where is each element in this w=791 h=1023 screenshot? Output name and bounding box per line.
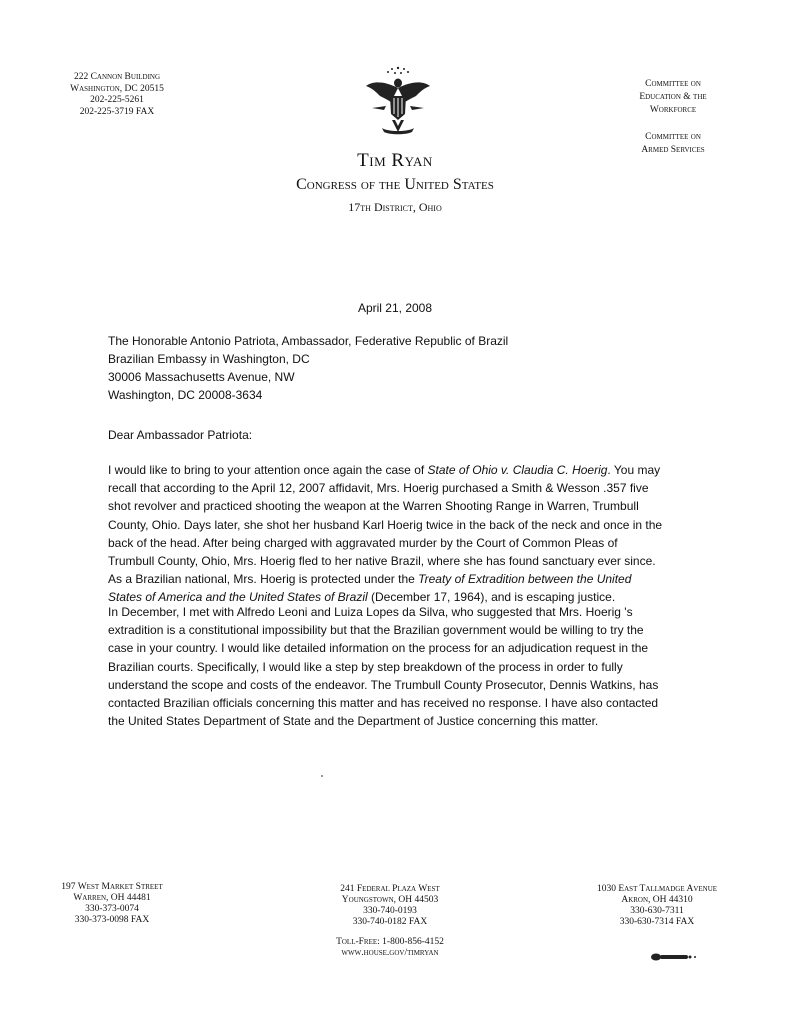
warren-office-address (42, 882, 182, 926)
p1-line: Trumbull County, Ohio, Mrs. Hoerig fled to her native Brazil, where she has found sanctuary ever since. (108, 554, 656, 569)
p2-line: In December, I met with Alfredo Leoni and Luiza Lopes da Silva, who suggested that Mrs. Hoerig 's (108, 605, 633, 619)
p1-text: (December 17, 1964), and is escaping justice. (367, 590, 616, 605)
p1-line: recall that according to the April 12, 2007 affidavit, Mrs. Hoerig purchased a Smith & Wesson .357 five (108, 481, 649, 496)
p1-line: shot revolver and practiced shooting the weapon at the Warren Shooting Range in Warren, Trumbull (108, 499, 639, 514)
p2-line: extradition is a constitutional impossibility but that the Brazilian government would be willing to try the (108, 623, 644, 638)
p2-line: Brazilian courts. Specifically, I would like a step by step breakdown of the process in order to fully (108, 659, 623, 674)
p1-line (108, 570, 690, 588)
warren-line2: Warren, OH 44481 (73, 893, 151, 903)
dc-address-line2: Washington, DC 20515 (70, 83, 164, 94)
recipient-line: 30006 Massachusetts Avenue, NW (108, 370, 295, 384)
akron-line2: Akron, OH 44310 (621, 895, 693, 905)
dc-office-address (62, 72, 172, 118)
p1-text: As a Brazilian national, Mrs. Hoerig is protected under the (108, 572, 419, 587)
dc-address-line1: 222 Cannon Building (73, 72, 161, 82)
letter-date: April 21, 2008 (357, 301, 433, 315)
p1-line: County, Ohio. Days later, she shot her husband Karl Hoerig twice in the back of the neck and once in the (108, 517, 663, 532)
committee1-line3: Workforce (649, 105, 697, 115)
salutation: Dear Ambassador Patriota: (108, 428, 253, 442)
akron-line1: 1030 East Tallmadge Avenue (596, 884, 718, 894)
dc-phone: 202-225-5261 (90, 95, 144, 105)
member-name: Tim Ryan (357, 150, 433, 171)
warren-phone: 330-373-0074 (85, 904, 139, 914)
contact-info (305, 937, 475, 959)
recipient-line: Brazilian Embassy in Washington, DC (108, 352, 310, 366)
warren-line1: 197 West Market Street (61, 882, 163, 892)
youngstown-office-address (305, 884, 475, 928)
recipient-line: Washington, DC 20008-3634 (108, 388, 263, 402)
scan-speck (321, 775, 323, 777)
district-label: 17th District, Ohio (348, 200, 442, 214)
case-name: State of Ohio v. Claudia C. Hoerig (427, 463, 608, 477)
paragraph-1 (108, 461, 690, 607)
youngstown-line2: Youngstown, OH 44503 (341, 895, 439, 905)
akron-office-address (572, 884, 742, 928)
akron-fax: 330-630-7314 FAX (619, 917, 695, 927)
youngstown-line1: 241 Federal Plaza West (340, 884, 440, 894)
recycled-paper-icon (650, 949, 700, 959)
recipient-line: The Honorable Antonio Patriota, Ambassador, Federative Republic of Brazil (108, 334, 509, 348)
p2-line: contacted Brazilian officials concerning this matter and has received no response. I have also contacted (108, 696, 659, 711)
dc-fax: 202-225-3719 FAX (79, 106, 155, 117)
akron-phone: 330-630-7311 (630, 906, 684, 916)
website-url: www.house.gov/timryan (341, 948, 439, 958)
congressional-eagle-seal-icon (358, 62, 438, 140)
committee1-line2: Education & the (639, 92, 707, 102)
p2-line: understand the scope and costs of the endeavor. The Trumbull County Prosecutor, Dennis Watkins, has (108, 677, 659, 692)
warren-fax: 330-373-0098 FAX (74, 915, 150, 925)
committee2-line2: Armed Services (641, 145, 705, 155)
committee2-line1: Committee on (645, 132, 701, 142)
p2-line: the United States Department of State and the Department of Justice concerning this matter. (108, 714, 599, 729)
recipient-address (108, 332, 508, 404)
youngstown-phone: 330-740-0193 (363, 906, 417, 916)
p1-line (108, 461, 690, 479)
youngstown-fax: 330-740-0182 FAX (352, 917, 428, 927)
p1-line: back of the head. After being charged with aggravated murder by the Court of Common Pleas of (108, 535, 618, 550)
treaty-name-cont: States of America and the United States of Brazil (108, 590, 368, 605)
paragraph-2 (108, 603, 690, 730)
toll-free-number: Toll-Free: 1-800-856-4152 (336, 937, 444, 947)
p1-text: I would like to bring to your attention once again the case of (108, 463, 428, 477)
p2-line: case in your country. I would like detailed information on the process for an adjudication request in the (108, 641, 649, 656)
committee-assignments (608, 78, 738, 157)
treaty-name: Treaty of Extradition between the United (418, 572, 632, 587)
p1-text: . You may (607, 463, 661, 477)
committee1-line1: Committee on (645, 79, 701, 89)
congress-title: Congress of the United States (296, 176, 494, 193)
